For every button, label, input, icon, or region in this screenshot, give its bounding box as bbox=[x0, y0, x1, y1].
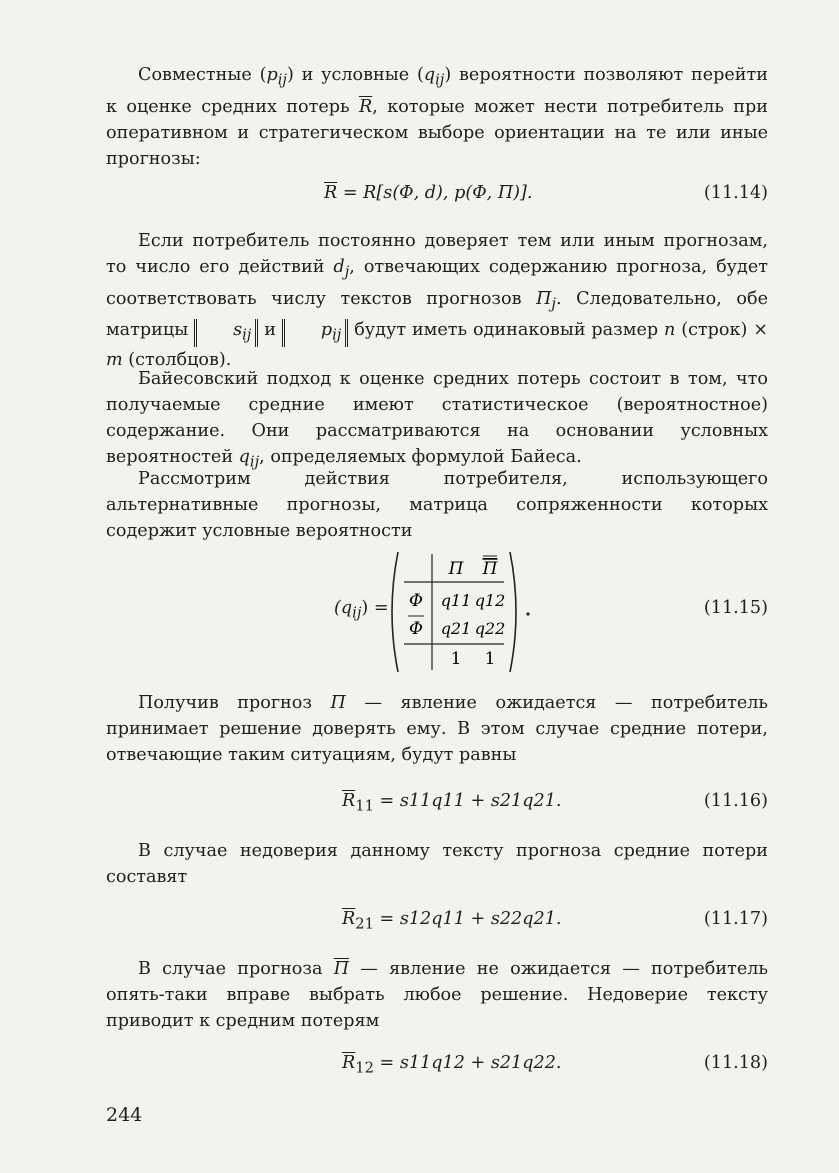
equation-11-16: $\overline{R}_{11} = s11q11 + s21q21$. (11.16) bbox=[106, 786, 768, 816]
paragraph-1: Совместные $(p_{ij})$ и условные $(q_{ij})$ вероятности позволяют перейти к оценке средних потерь $\overline{R}$, которые может нести потребитель при оперативном и стратегическом выборе ориентации на те или иные прогнозы: bbox=[106, 65, 768, 169]
equation-number: (11.17) bbox=[703, 909, 768, 929]
equation-11-18: $\overline{R}_{12} = s11q12 + s21q22$. (11.18) bbox=[106, 1048, 768, 1078]
contingency-matrix bbox=[386, 548, 536, 676]
sum-cell-1: 1 bbox=[450, 649, 462, 669]
equation-11-14: $\overline{R} = R[s(\Phi$, d), p(Φ, П)]. (11.14) bbox=[106, 178, 768, 208]
equation-11-17: $\overline{R}_{21} = s12q11 + s22q21$. (11.17) bbox=[106, 904, 768, 934]
page-number: 244 bbox=[106, 1104, 143, 1126]
paragraph-2: Если потребитель постоянно доверяет тем или иным прогнозам, то число его действий $d_j$, отвечающих содержанию прогноза, будет соответствовать числу текстов прогнозов $П_j$. Следовательно, обе матрицы $s_{ij}$ и $p_{ij}$ будут иметь одинаковый размер n (строк) × m (столбцов). bbox=[106, 231, 768, 370]
cell-q12: q12 bbox=[474, 591, 506, 610]
cell-q11: q11 bbox=[440, 591, 472, 610]
row-header-phi: Φ bbox=[409, 591, 423, 611]
cell-q21: q21 bbox=[440, 619, 472, 638]
paragraph-4: Рассмотрим действия потребителя, использующего альтернативные прогнозы, матрица сопряженности которых содержит условные вероятности bbox=[106, 469, 768, 541]
equation-number: (11.16) bbox=[703, 791, 768, 811]
col-header-not-p: П bbox=[482, 559, 498, 579]
cell-q22: q22 bbox=[474, 619, 506, 638]
equation-number: (11.15) bbox=[703, 598, 768, 618]
paragraph-3: Байесовский подход к оценке средних потерь состоит в том, что получаемые средние имеют статистическое (вероятностное) содержание. Они рассматриваются на основании условных вероятностей $q_{ij}$, определяемых формулой Байеса. bbox=[106, 369, 768, 471]
col-header-p: П bbox=[448, 559, 464, 579]
equation-number: (11.14) bbox=[703, 183, 768, 203]
paragraph-7: В случае прогноза П — явление не ожидается — потребитель опять-таки вправе выбрать любое решение. Недоверие тексту приводит к средним потерям bbox=[106, 959, 768, 1031]
paragraph-5: Получив прогноз П — явление ожидается — потребитель принимает решение доверять ему. В этом случае средние потери, отвечающие таким ситуациям, будут равны bbox=[106, 693, 768, 765]
equation-11-15: $(q_{ij})$ = П П Φ Φ q11 q12 q21 q22 1 1 (11.15) bbox=[106, 548, 768, 676]
row-header-not-phi: Φ bbox=[409, 619, 423, 639]
paragraph-6: В случае недоверия данному тексту прогноза средние потери составят bbox=[106, 841, 768, 887]
sum-cell-2: 1 bbox=[484, 649, 496, 669]
equation-number: (11.18) bbox=[703, 1053, 768, 1073]
